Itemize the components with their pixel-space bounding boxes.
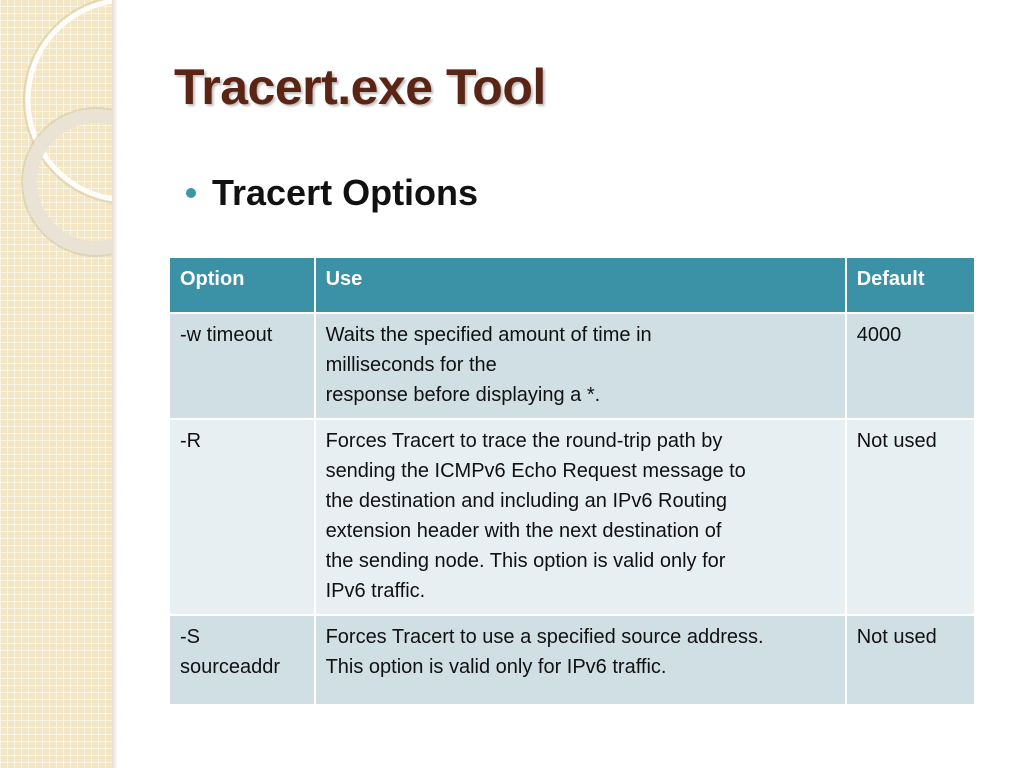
cell-default: Not used	[846, 615, 975, 705]
table-row	[169, 419, 975, 615]
cell-default: Not used	[846, 419, 975, 615]
decorative-side-strip	[0, 0, 112, 768]
strip-shadow	[112, 0, 118, 768]
cell-use: Waits the specified amount of time in milliseconds for the response before displaying a *.	[315, 313, 846, 419]
cell-default: 4000	[846, 313, 975, 419]
table-header-row	[169, 257, 975, 313]
decorative-rings	[0, 0, 112, 768]
table-row	[169, 615, 975, 705]
table-row	[169, 313, 975, 419]
header-option: Option	[169, 257, 315, 313]
bullet-text: Tracert Options	[212, 172, 479, 213]
slide-title: Tracert.exe Tool	[174, 59, 546, 115]
cell-use: Forces Tracert to use a specified source address. This option is valid only for IPv6 traffic.	[315, 615, 846, 705]
header-default: Default	[846, 257, 975, 313]
header-use: Use	[315, 257, 846, 313]
cell-option: -R	[169, 419, 315, 615]
options-table	[168, 256, 976, 706]
bullet-dot-icon	[186, 188, 196, 198]
bullet-item	[186, 172, 478, 214]
cell-option: -w timeout	[169, 313, 315, 419]
cell-use: Forces Tracert to trace the round-trip path by sending the ICMPv6 Echo Request message to the destination and including an IPv6 Routing extension header with the next destination of the sending node. This option is valid only for IPv6 traffic.	[315, 419, 846, 615]
cell-option: -S sourceaddr	[169, 615, 315, 705]
